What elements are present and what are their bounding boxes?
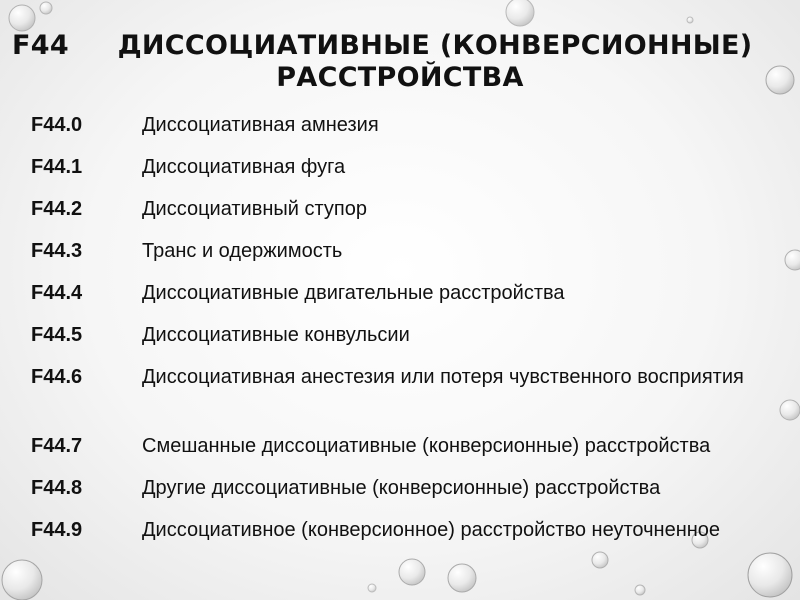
item-code: F44.7	[31, 435, 83, 457]
list-item	[31, 433, 791, 475]
list-item	[31, 196, 791, 238]
list-item	[31, 475, 791, 517]
list-item	[31, 517, 791, 559]
title-line-2: РАССТРОЙСТВА	[276, 62, 524, 93]
item-text: Другие диссоциативные (конверсионные) расстройства	[142, 477, 661, 499]
list-item	[31, 364, 791, 433]
item-code: F44.6	[31, 366, 83, 388]
item-code: F44.9	[31, 519, 83, 541]
item-code: F44.5	[31, 324, 83, 346]
item-text: Диссоциативные двигательные расстройства	[142, 282, 565, 304]
item-code: F44.1	[31, 156, 83, 178]
drop-bottom-center	[368, 559, 476, 592]
item-text: Смешанные диссоциативные (конверсионные) расстройства	[142, 435, 711, 457]
drop-bottom-left	[2, 560, 42, 600]
list-item	[31, 238, 791, 280]
list-item	[31, 280, 791, 322]
item-text: Диссоциативный ступор	[142, 198, 367, 220]
item-code: F44.4	[31, 282, 83, 304]
item-text: Диссоциативная анестезия или потеря чувственного восприятия	[142, 366, 744, 388]
item-text: Диссоциативная амнезия	[142, 114, 379, 136]
item-code: F44.8	[31, 477, 83, 499]
list-item	[31, 112, 791, 154]
item-text: Диссоциативные конвульсии	[142, 324, 410, 346]
item-text: Диссоциативное (конверсионное) расстройство неуточненное	[142, 519, 721, 541]
diagnosis-list	[31, 112, 791, 559]
item-code: F44.0	[31, 114, 83, 136]
item-text: Транс и одержимость	[142, 240, 343, 262]
list-item	[31, 322, 791, 364]
item-code: F44.3	[31, 240, 83, 262]
slide-title	[0, 30, 800, 94]
drop-top-left	[9, 2, 52, 31]
item-code: F44.2	[31, 198, 83, 220]
item-text: Диссоциативная фуга	[142, 156, 346, 178]
list-item	[31, 154, 791, 196]
title-line-1: ДИССОЦИАТИВНЫЕ (КОНВЕРСИОННЫЕ)	[117, 30, 753, 61]
title-code: F44	[12, 30, 69, 61]
